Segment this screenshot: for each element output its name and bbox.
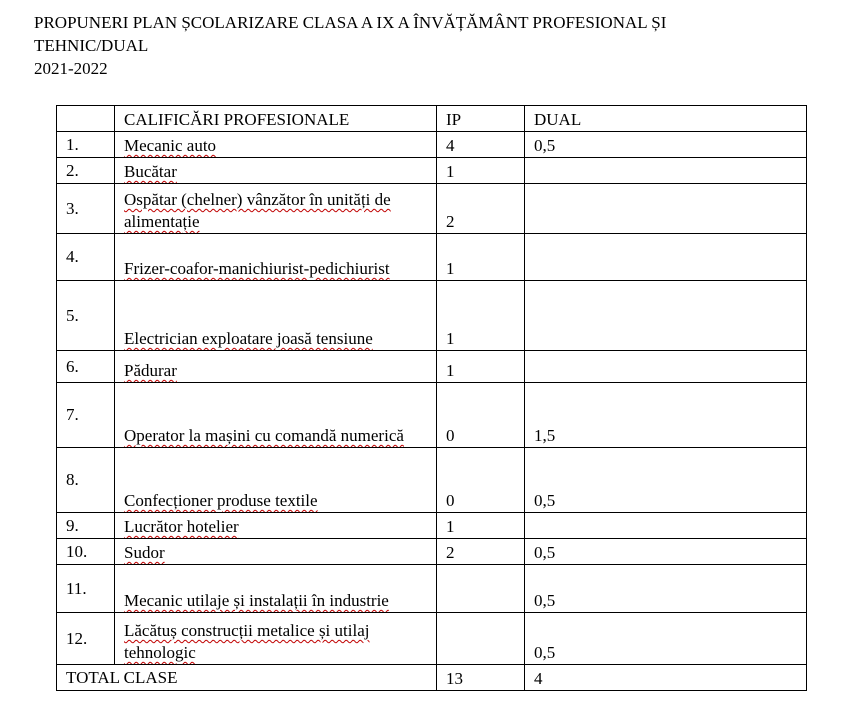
table-row [57, 539, 807, 565]
header-cell-nr [57, 106, 115, 132]
row-number: 1. [57, 132, 115, 158]
row-number: 9. [57, 513, 115, 539]
qualification-name: Confecționer produse textile [115, 448, 437, 513]
qualification-name: Electrician exploatare joasă tensiune [115, 281, 437, 351]
row-number: 7. [57, 383, 115, 448]
table-row [57, 448, 807, 513]
qualification-name: Lucrător hotelier [115, 513, 437, 539]
table-row [57, 565, 807, 613]
qualification-name: Mecanic auto [115, 132, 437, 158]
ip-value: 2 [437, 184, 525, 234]
row-number: 3. [57, 184, 115, 234]
row-number: 6. [57, 351, 115, 383]
heading-line-2: TEHNIC/DUAL [34, 36, 149, 55]
qualification-name: Sudor [115, 539, 437, 565]
row-number: 8. [57, 448, 115, 513]
ip-value [437, 613, 525, 665]
qualification-name: Bucătar [115, 158, 437, 184]
dual-value: 1,5 [525, 383, 807, 448]
table-row [57, 613, 807, 665]
table-row [57, 281, 807, 351]
table-header-row [57, 106, 807, 132]
header-cell-qualifications: CALIFICĂRI PROFESIONALE [115, 106, 437, 132]
total-label: TOTAL CLASE [57, 665, 437, 691]
dual-value [525, 184, 807, 234]
ip-value: 1 [437, 234, 525, 281]
dual-value: 0,5 [525, 539, 807, 565]
qualification-name: Frizer-coafor-manichiurist-pedichiurist [115, 234, 437, 281]
dual-value [525, 281, 807, 351]
table-row [57, 383, 807, 448]
dual-value: 0,5 [525, 132, 807, 158]
ip-value: 1 [437, 158, 525, 184]
row-number: 4. [57, 234, 115, 281]
dual-value: 0,5 [525, 448, 807, 513]
table-row [57, 234, 807, 281]
qualification-name: Mecanic utilaje și instalații în industrie [115, 565, 437, 613]
dual-value: 0,5 [525, 613, 807, 665]
dual-value [525, 351, 807, 383]
qualification-name: Ospătar (chelner) vânzător în unități de alimentație [115, 184, 437, 234]
ip-value: 1 [437, 513, 525, 539]
header-cell-dual: DUAL [525, 106, 807, 132]
row-number: 5. [57, 281, 115, 351]
dual-value [525, 513, 807, 539]
document-heading [34, 11, 834, 80]
qualification-name: Pădurar [115, 351, 437, 383]
table-row [57, 184, 807, 234]
ip-value: 1 [437, 351, 525, 383]
qualification-name: Lăcătuș construcții metalice și utilaj tehnologic [115, 613, 437, 665]
ip-value: 2 [437, 539, 525, 565]
table-row [57, 132, 807, 158]
table-total-row [57, 665, 807, 691]
row-number: 11. [57, 565, 115, 613]
table-row [57, 351, 807, 383]
qualification-name: Operator la mașini cu comandă numerică [115, 383, 437, 448]
heading-line-1: PROPUNERI PLAN ȘCOLARIZARE CLASA A IX A ÎNVĂȚĂMÂNT PROFESIONAL ȘI [34, 13, 667, 32]
ip-value: 0 [437, 383, 525, 448]
ip-value: 1 [437, 281, 525, 351]
header-cell-ip: IP [437, 106, 525, 132]
ip-value: 4 [437, 132, 525, 158]
table-row [57, 513, 807, 539]
ip-value: 0 [437, 448, 525, 513]
ip-value [437, 565, 525, 613]
table-row [57, 158, 807, 184]
qualifications-table [56, 105, 807, 691]
row-number: 12. [57, 613, 115, 665]
total-ip: 13 [437, 665, 525, 691]
dual-value [525, 158, 807, 184]
dual-value: 0,5 [525, 565, 807, 613]
heading-line-3: 2021-2022 [34, 59, 108, 78]
row-number: 2. [57, 158, 115, 184]
total-dual: 4 [525, 665, 807, 691]
dual-value [525, 234, 807, 281]
row-number: 10. [57, 539, 115, 565]
